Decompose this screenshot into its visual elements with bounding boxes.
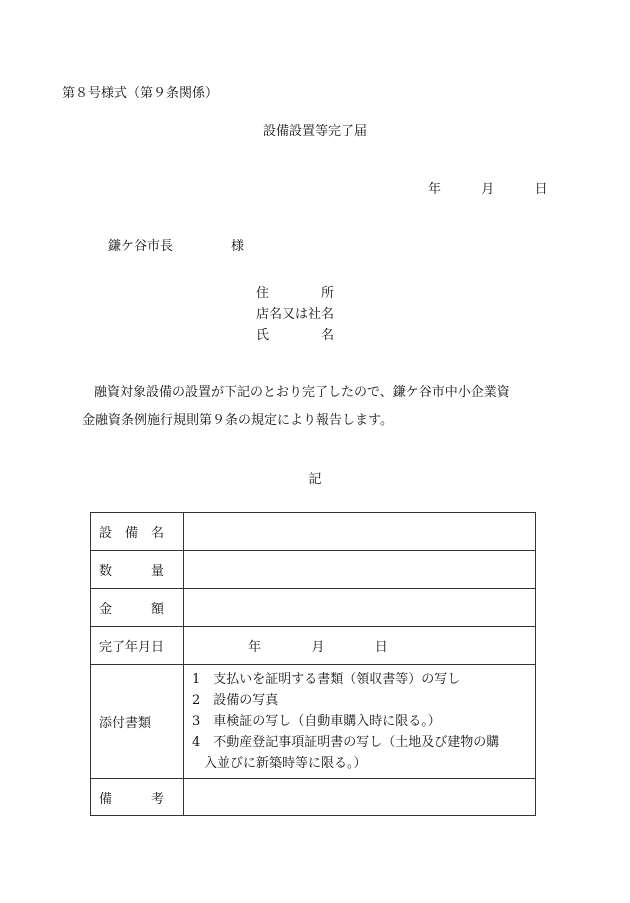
attachment-item-continuation: 入並びに新築時等に限る。） — [204, 756, 367, 771]
applicant-name-label: 氏 名 — [256, 328, 335, 343]
completion-day-label: 日 — [374, 640, 388, 655]
attachment-item: 4 不動産登記事項証明書の写し（土地及び建物の購 — [192, 735, 500, 750]
date-month-label: 月 — [481, 182, 495, 197]
completion-month-label: 月 — [311, 640, 325, 655]
table-row — [91, 513, 536, 551]
amount-field[interactable] — [184, 589, 536, 627]
equipment-name-label: 設 備 名 — [91, 513, 184, 551]
date-day-label: 日 — [534, 182, 548, 197]
table-row — [91, 627, 536, 665]
document-title: 設備設置等完了届 — [262, 124, 367, 139]
submission-date — [428, 178, 548, 197]
completion-date-field[interactable] — [184, 627, 536, 665]
form-number: 第８号様式（第９条関係） — [62, 86, 219, 101]
ki-heading: 記 — [308, 472, 322, 487]
amount-label: 金 額 — [91, 589, 184, 627]
quantity-label: 数 量 — [91, 551, 184, 589]
table-row — [91, 665, 536, 779]
body-text — [82, 379, 552, 435]
equipment-name-field[interactable] — [184, 513, 536, 551]
recipient-honorific: 様 — [231, 239, 245, 254]
attachment-item: 3 車検証の写し（自動車購入時に限る。） — [192, 714, 441, 729]
remarks-field[interactable] — [184, 779, 536, 816]
recipient — [108, 235, 244, 254]
date-year-label: 年 — [428, 182, 442, 197]
remarks-label: 備 考 — [91, 779, 184, 816]
table-row — [91, 589, 536, 627]
body-line-1: 融資対象設備の設置が下記のとおり完了したので、鎌ケ谷市中小企業資 — [94, 385, 510, 400]
completion-date-label: 完了年月日 — [91, 627, 184, 665]
recipient-name: 鎌ケ谷市長 — [108, 239, 174, 254]
quantity-field[interactable] — [184, 551, 536, 589]
table-row — [91, 779, 536, 816]
applicant-block — [256, 283, 334, 346]
attachments-list — [184, 665, 535, 778]
body-line-2: 金融資条例施行規則第９条の規定により報告します。 — [82, 413, 393, 428]
attachment-item: 2 設備の写真 — [192, 693, 279, 708]
attachment-item: 1 支払いを証明する書類（領収書等）の写し — [192, 672, 461, 687]
completion-table — [90, 512, 536, 816]
completion-year-label: 年 — [248, 640, 262, 655]
attachments-label: 添付書類 — [91, 665, 184, 779]
attachments-list-cell — [184, 665, 536, 779]
applicant-shop-label: 店名又は社名 — [256, 307, 335, 322]
table-row — [91, 551, 536, 589]
applicant-address-label: 住 所 — [256, 286, 335, 301]
